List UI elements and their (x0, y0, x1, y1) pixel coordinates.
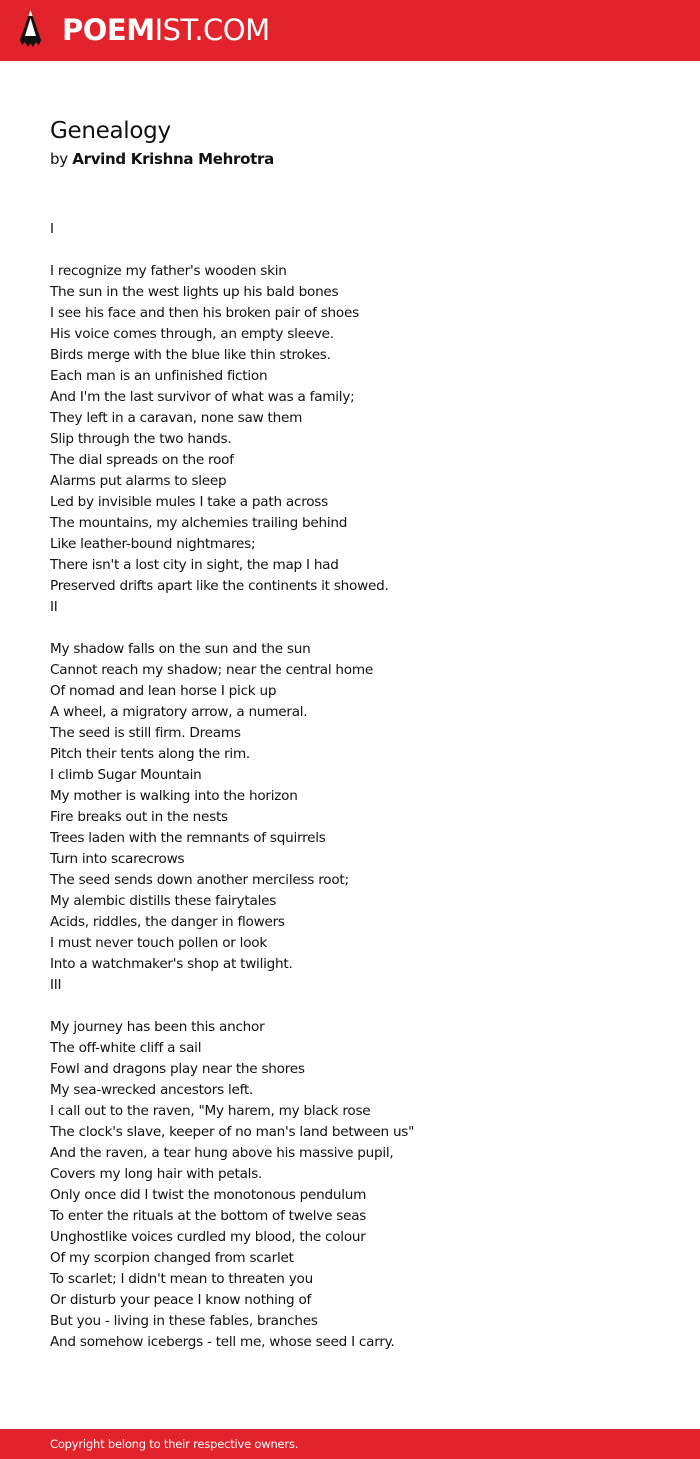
site-footer (0, 1429, 700, 1459)
poem-line: And somehow icebergs - tell me, whose seed I carry. (50, 1334, 395, 1350)
poem-line: The dial spreads on the roof (50, 452, 234, 468)
poem-line: They left in a caravan, none saw them (50, 410, 303, 426)
poem-line: Of my scorpion changed from scarlet (50, 1250, 294, 1266)
poem-line: The clock's slave, keeper of no man's land between us" (50, 1124, 415, 1140)
poem-line: Each man is an unfinished fiction (50, 368, 268, 384)
byline (50, 148, 274, 170)
copyright-text: Copyright belong to their respective owners. (50, 1437, 299, 1451)
stanza-gap (50, 618, 670, 639)
poem-line: I climb Sugar Mountain (50, 767, 202, 783)
poem-line: To scarlet; I didn't mean to threaten you (50, 1271, 313, 1287)
poem-line: There isn't a lost city in sight, the map I had (50, 557, 339, 573)
stanza-gap (50, 996, 670, 1017)
logo-bold-text: POEM (62, 13, 155, 47)
poem-line: And the raven, a tear hung above his massive pupil, (50, 1145, 394, 1161)
poem-line: To enter the rituals at the bottom of twelve seas (50, 1208, 367, 1224)
poem-line: I call out to the raven, "My harem, my black rose (50, 1103, 371, 1119)
poem-line: The seed is still firm. Dreams (50, 725, 241, 741)
section-2 (50, 597, 670, 975)
poem-line: The off-white cliff a sail (50, 1040, 202, 1056)
poem-line: The sun in the west lights up his bald bones (50, 284, 339, 300)
poem-line: My alembic distills these fairytales (50, 893, 277, 909)
poem-line: Cannot reach my shadow; near the central home (50, 662, 373, 678)
poem-line: Like leather-bound nightmares; (50, 536, 256, 552)
site-logo[interactable] (62, 13, 270, 47)
poem-line: I see his face and then his broken pair of shoes (50, 305, 359, 321)
pencil-logo-icon[interactable] (18, 9, 43, 51)
poem-line: But you - living in these fables, branches (50, 1313, 318, 1329)
section-numeral: I (50, 221, 54, 237)
poem-line: Birds merge with the blue like thin strokes. (50, 347, 331, 363)
poem-line: And I'm the last survivor of what was a family; (50, 389, 355, 405)
poem-line: Turn into scarecrows (50, 851, 185, 867)
poem-line: Only once did I twist the monotonous pendulum (50, 1187, 367, 1203)
poem-line: His voice comes through, an empty sleeve. (50, 326, 334, 342)
poem-line: Covers my long hair with petals. (50, 1166, 263, 1182)
section-numeral: II (50, 599, 58, 615)
poem-line: My journey has been this anchor (50, 1019, 265, 1035)
poem-line: Into a watchmaker's shop at twilight. (50, 956, 293, 972)
poem-body (50, 219, 670, 1353)
section-numeral: III (50, 977, 62, 993)
poem-line: I must never touch pollen or look (50, 935, 267, 951)
poem-line: Slip through the two hands. (50, 431, 232, 447)
poem-line: My shadow falls on the sun and the sun (50, 641, 311, 657)
author-name: Arvind Krishna Mehrotra (72, 150, 274, 168)
poem-line: Acids, riddles, the danger in flowers (50, 914, 285, 930)
stanza-gap (50, 240, 670, 261)
poem-line: Trees laden with the remnants of squirrels (50, 830, 326, 846)
poem-line: Fowl and dragons play near the shores (50, 1061, 305, 1077)
poem-line: The seed sends down another merciless root; (50, 872, 349, 888)
byline-prefix: by (50, 150, 68, 168)
poem-title: Genealogy (50, 118, 171, 144)
logo-light-text: IST.COM (154, 13, 270, 47)
site-header (0, 0, 700, 61)
section-1 (50, 219, 670, 597)
section-3 (50, 975, 670, 1353)
poem-line: Fire breaks out in the nests (50, 809, 228, 825)
poem-line: Alarms put alarms to sleep (50, 473, 227, 489)
poem-line: Of nomad and lean horse I pick up (50, 683, 277, 699)
poem-line: My sea-wrecked ancestors left. (50, 1082, 254, 1098)
poem-line: Unghostlike voices curdled my blood, the colour (50, 1229, 366, 1245)
poem-line: Preserved drifts apart like the continents it showed. (50, 578, 389, 594)
poem-line: A wheel, a migratory arrow, a numeral. (50, 704, 308, 720)
poem-line: I recognize my father's wooden skin (50, 263, 287, 279)
poem-line: Led by invisible mules I take a path across (50, 494, 328, 510)
poem-line: The mountains, my alchemies trailing behind (50, 515, 348, 531)
poem-line: Or disturb your peace I know nothing of (50, 1292, 312, 1308)
poem-line: Pitch their tents along the rim. (50, 746, 251, 762)
poem-line: My mother is walking into the horizon (50, 788, 298, 804)
